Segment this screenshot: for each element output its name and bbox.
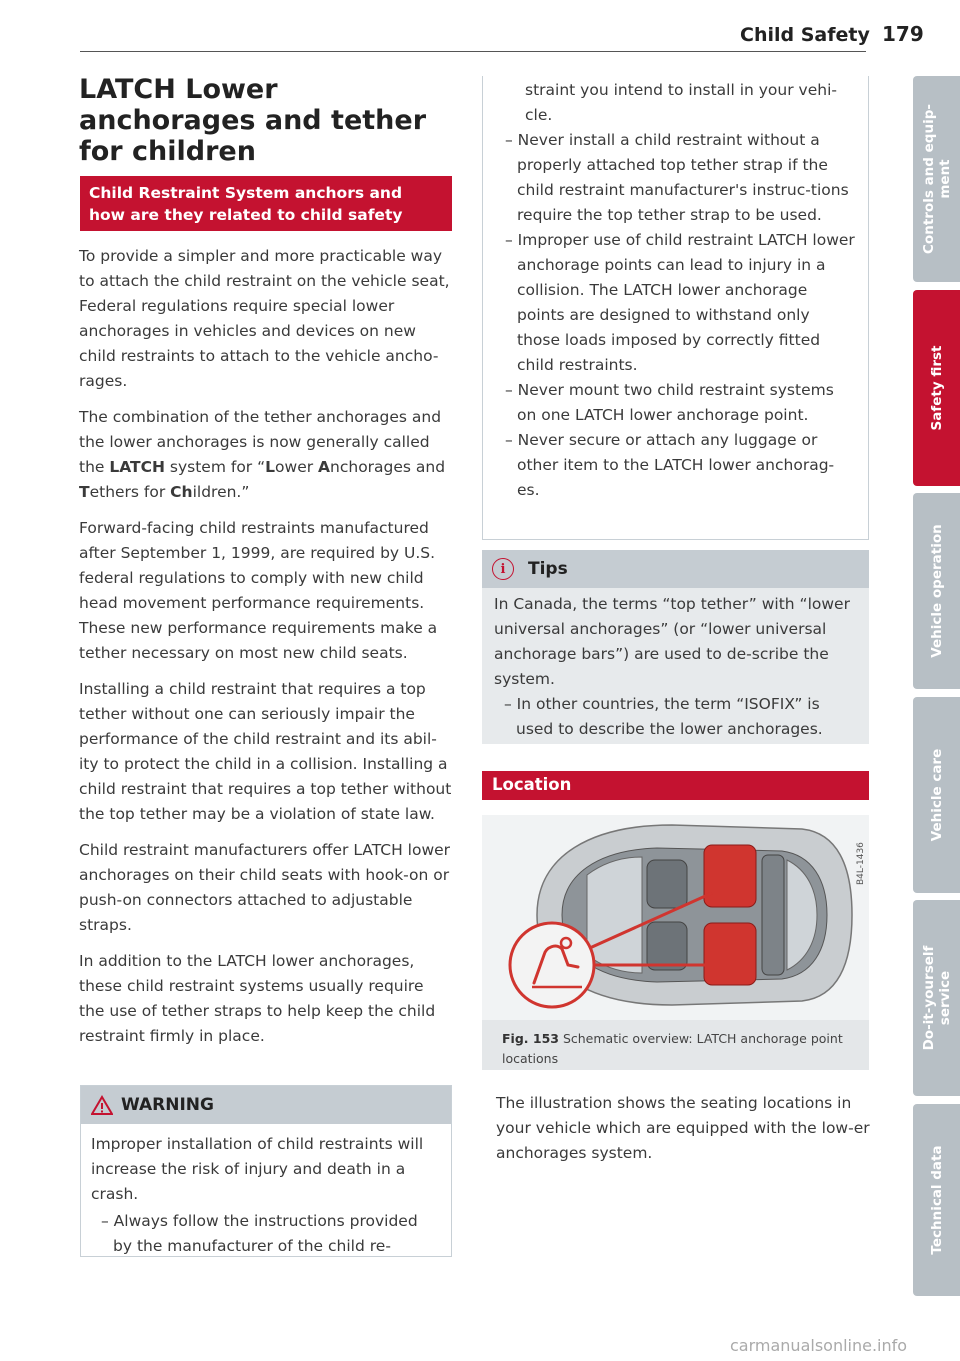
paragraph-1: To provide a simpler and more practicable way to attach the child restraint on the vehicle seat, Federal regulations require special lower anchorages in vehicles and devices on new child restraints to attach to the vehicle ancho-rages. bbox=[79, 247, 450, 390]
header-rule bbox=[80, 51, 866, 52]
warning-bullet-3: – Improper use of child restraint LATCH lower anchorage points can lead to injury in a collision. The LATCH lower anchorage points are designed to withstand only those loads imposed by correctly fitted child restraints. bbox=[505, 231, 855, 374]
warning-triangle-icon bbox=[91, 1095, 113, 1115]
header-section-title: Child Safety bbox=[740, 24, 870, 46]
footer-watermark: carmanualsonline.info bbox=[730, 1336, 908, 1355]
side-tab-label: Vehicle operation bbox=[928, 524, 945, 658]
side-tab-controls[interactable] bbox=[913, 76, 960, 282]
warning-intro: Improper installation of child restraints will increase the risk of injury and death in a crash. bbox=[91, 1135, 424, 1203]
side-tab-label: Controls and equip- ment bbox=[920, 104, 953, 254]
tips-body bbox=[482, 588, 869, 742]
side-tab-vehicle-care[interactable] bbox=[913, 697, 960, 893]
warning-bullet-2: – Never install a child restraint without a properly attached top tether strap if the child restraint manufacturer's instruc-tions require the top tether strap to be used. bbox=[505, 131, 849, 224]
title-line-3: for children bbox=[79, 136, 256, 167]
warning-box bbox=[80, 1085, 452, 1257]
paragraph-2: The combination of the tether anchorages and the lower anchorages is now generally called the LATCH system for “Lower Anchorages and Tethers for Children.” bbox=[79, 408, 446, 501]
warning-continuation bbox=[482, 76, 869, 540]
title-line-1: LATCH Lower bbox=[79, 74, 278, 105]
warning-header bbox=[81, 1086, 451, 1124]
side-tab-safety-first[interactable] bbox=[913, 290, 960, 486]
side-tab-technical-data[interactable] bbox=[913, 1104, 960, 1296]
side-tab-label: Technical data bbox=[928, 1145, 945, 1255]
side-tab-vehicle-operation[interactable] bbox=[913, 493, 960, 689]
tips-header bbox=[482, 550, 869, 588]
warning-bullet-1-start: – Always follow the instructions provided by the manufacturer of the child re- bbox=[101, 1212, 418, 1255]
warning-body bbox=[81, 1124, 451, 1259]
side-tab-do-it-yourself[interactable] bbox=[913, 900, 960, 1096]
info-icon: i bbox=[492, 558, 514, 580]
location-body: The illustration shows the seating locations in your vehicle which are equipped with the low-er anchorages system. bbox=[496, 1094, 870, 1162]
title-line-2: anchorages and tether bbox=[79, 105, 427, 136]
paragraph-6: In addition to the LATCH lower anchorages, these child restraint systems usually require the use of tether straps to help keep the child restraint firmly in place. bbox=[79, 952, 436, 1045]
section-heading-location: Location bbox=[482, 771, 869, 800]
tips-label: Tips bbox=[528, 559, 568, 579]
side-tab-label: Vehicle care bbox=[928, 748, 945, 842]
side-tab-label: Do-it-yourself service bbox=[920, 945, 953, 1051]
warning-bullet-5: – Never secure or attach any luggage or other item to the LATCH lower anchorag-es. bbox=[505, 431, 835, 499]
tips-intro: In Canada, the terms “top tether” with “lower universal anchorages” (or “lower universal anchorage bars”) are used to de-scribe the system. bbox=[494, 595, 850, 688]
page-title bbox=[79, 74, 459, 167]
left-column bbox=[79, 244, 453, 1060]
warning-bullet-1-end: straint you intend to install in your vehi-cle. bbox=[525, 81, 837, 124]
figure-code: B4L-1436 bbox=[856, 842, 866, 885]
tips-bullet: – In other countries, the term “ISOFIX” is used to describe the lower anchorages. bbox=[504, 695, 823, 738]
paragraph-5: Child restraint manufacturers offer LATCH lower anchorages on their child seats with hook-on or push-on connectors attached to adjustable straps. bbox=[79, 841, 451, 934]
figure-caption: Fig. 153 Schematic overview: LATCH anchorage point locations bbox=[502, 1031, 843, 1066]
warning-bullet-4: – Never mount two child restraint systems on one LATCH lower anchorage point. bbox=[505, 381, 834, 424]
section-heading-anchors: Child Restraint System anchors and how are they related to child safety bbox=[80, 176, 452, 231]
warning-label: WARNING bbox=[121, 1095, 214, 1115]
paragraph-4: Installing a child restraint that requires a top tether without one can seriously impair the performance of the child restraint and its abil-ity to protect the child in a collision. Installing a child restraint that requires a top tether without the top tether may be a violation of state law. bbox=[79, 680, 452, 823]
side-tab-label: Safety first bbox=[928, 345, 945, 431]
paragraph-3: Forward-facing child restraints manufactured after September 1, 1999, are required by U.S. federal regulations to comply with new child head movement performance requirements. These new performance requirements make a tether necessary on most new child seats. bbox=[79, 519, 438, 662]
tips-box bbox=[482, 550, 869, 744]
page-number: 179 bbox=[882, 22, 924, 46]
